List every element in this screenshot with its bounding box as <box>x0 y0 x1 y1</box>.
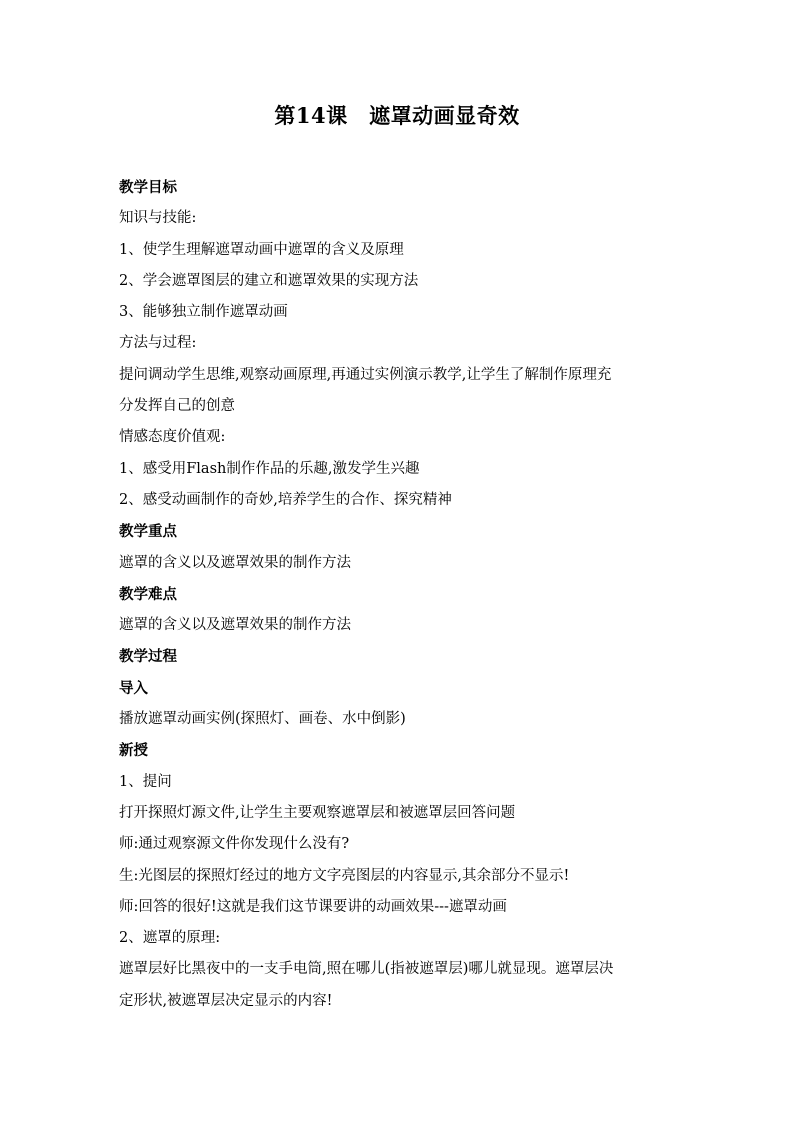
text-line: 打开探照灯源文件,让学生主要观察遮罩层和被遮罩层回答问题 <box>119 804 516 821</box>
text-line: 遮罩的含义以及遮罩效果的制作方法 <box>119 617 351 634</box>
text-line: 2、学会遮罩图层的建立和遮罩效果的实现方法 <box>119 272 419 289</box>
page-title: 第14课 遮罩动画显奇效 <box>274 103 520 128</box>
text-line: 2、感受动画制作的奇妙,培养学生的合作、探究精神 <box>119 491 452 508</box>
text-line: 1、使学生理解遮罩动画中遮罩的含义及原理 <box>119 241 404 258</box>
section-heading: 新授 <box>119 742 148 760</box>
section-heading: 教学过程 <box>119 648 177 666</box>
text-line: 1、提问 <box>119 773 172 790</box>
text-line: 师:回答的很好!这就是我们这节课要讲的动画效果---遮罩动画 <box>119 898 507 915</box>
section-heading: 导入 <box>119 679 148 697</box>
text-line: 定形状,被遮罩层决定显示的内容! <box>119 992 333 1009</box>
text-line: 分发挥自己的创意 <box>119 398 235 415</box>
text-line: 3、能够独立制作遮罩动画 <box>119 304 288 321</box>
text-line: 生:光图层的探照灯经过的地方文字亮图层的内容显示,其余部分不显示! <box>119 867 570 884</box>
text-line: 提问调动学生思维,观察动画原理,再通过实例演示教学,让学生了解制作原理充 <box>119 366 612 383</box>
text-line: 知识与技能: <box>119 210 197 227</box>
document-body <box>119 172 679 1017</box>
section-heading: 教学难点 <box>119 585 177 603</box>
text-line: 师:通过观察源文件你发现什么没有? <box>119 836 350 853</box>
text-line: 遮罩的含义以及遮罩效果的制作方法 <box>119 554 351 571</box>
text-line: 遮罩层好比黑夜中的一支手电筒,照在哪儿(指被遮罩层)哪儿就显现。遮罩层决 <box>119 961 614 978</box>
text-line: 情感态度价值观: <box>119 429 226 446</box>
section-heading: 教学重点 <box>119 523 177 541</box>
text-line: 播放遮罩动画实例(探照灯、画卷、水中倒影) <box>119 711 406 728</box>
text-line: 方法与过程: <box>119 335 197 352</box>
text-line: 2、遮罩的原理: <box>119 930 221 947</box>
section-heading: 教学目标 <box>119 179 177 196</box>
text-line: 1、感受用Flash制作作品的乐趣,激发学生兴趣 <box>119 460 420 477</box>
